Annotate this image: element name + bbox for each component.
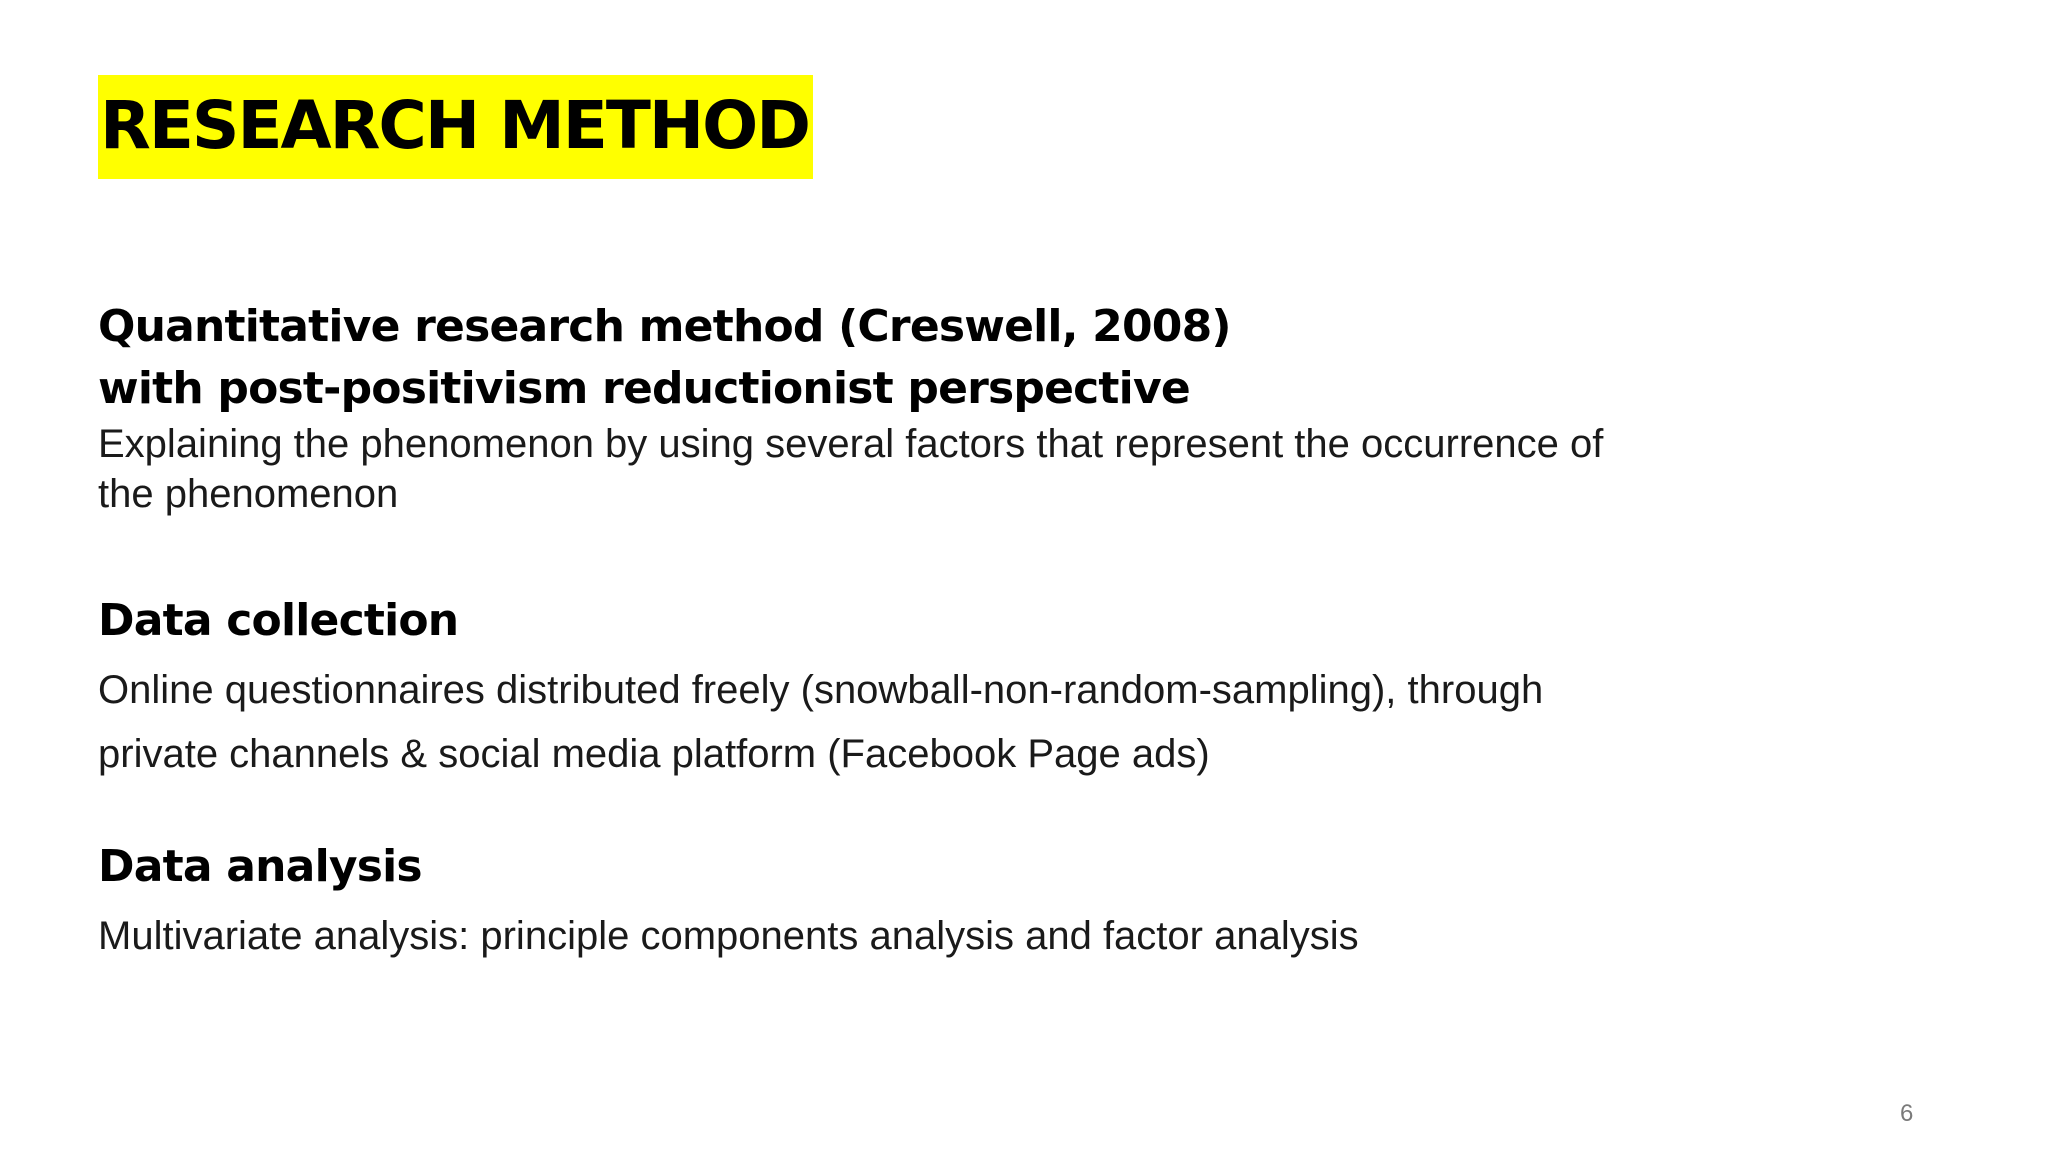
- section-research-method: [98, 296, 1718, 520]
- section-data-collection: [98, 590, 1718, 780]
- section-body-line-2: the phenomenon: [98, 472, 399, 516]
- section-body-line-2: private channels & social media platform (Facebook Page ads): [98, 732, 1210, 776]
- section-heading-line-1: Quantitative research method (Creswell, 2008): [98, 301, 1231, 352]
- section-heading: Data collection: [98, 595, 459, 646]
- section-body-line-1: Explaining the phenomenon by using several factors that represent the occurrence of: [98, 422, 1604, 466]
- section-data-analysis: [98, 836, 1718, 962]
- section-heading-line-2: with post-positivism reductionist perspective: [98, 363, 1190, 414]
- section-body-line-1: Online questionnaires distributed freely (snowball-non-random-sampling), through: [98, 668, 1544, 712]
- title-highlight: [98, 75, 813, 179]
- section-heading: Data analysis: [98, 841, 422, 892]
- page-number: 6: [1900, 1100, 1914, 1127]
- slide-title: RESEARCH METHOD: [100, 87, 809, 164]
- section-body: Multivariate analysis: principle components analysis and factor analysis: [98, 914, 1359, 958]
